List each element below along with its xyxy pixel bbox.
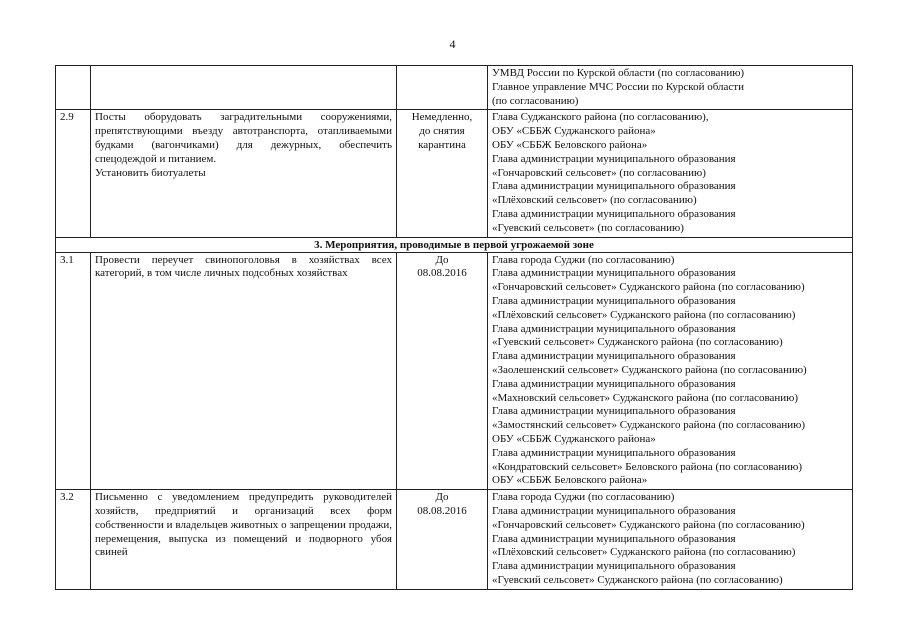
responsible-line: «Кондратовский сельсовет» Беловского района (по согласованию) (492, 460, 803, 473)
responsible-line: «Гончаровский сельсовет» (по согласованию) (492, 166, 706, 179)
item-responsible (488, 490, 853, 590)
responsible-line: Глава администрации муниципального образования (492, 152, 736, 165)
item-term (397, 66, 488, 110)
item-number: 2.9 (56, 110, 91, 237)
item-term (397, 252, 488, 490)
responsible-line: Глава администрации муниципального образования (492, 207, 736, 220)
responsible-line: «Махновский сельсовет» Суджанского района (по согласованию) (492, 391, 799, 404)
responsible-line: Глава администрации муниципального образования (492, 560, 736, 573)
responsible-line: «Плёховский сельсовет» (по согласованию) (492, 194, 697, 207)
responsible-line: Глава города Суджи (по согласованию) (492, 253, 675, 266)
item-responsible (488, 66, 853, 110)
item-term (397, 110, 488, 237)
measures-table (55, 65, 853, 590)
responsible-line: «Гончаровский сельсовет» Суджанского района (по согласованию) (492, 518, 805, 531)
responsible-line: ОБУ «СББЖ Беловского района» (492, 474, 648, 487)
responsible-line: УМВД России по Курской области (по согласованию) (492, 67, 745, 79)
responsible-line: Глава администрации муниципального образования (492, 504, 736, 517)
item-number: 3.2 (56, 490, 91, 590)
action-line: Посты оборудовать заградительными сооружениями, препятствующими въезду автотранспорта, отапливаемыми будками (вагончиками) для дежурных, обеспечить спецодеждой и питанием. (95, 111, 392, 165)
responsible-line: ОБУ «СББЖ Суджанского района» (492, 432, 656, 445)
responsible-line: «Гуевский сельсовет» Суджанского района (по согласованию) (492, 336, 783, 349)
item-action (91, 490, 397, 590)
term-line: до снятия (419, 125, 465, 138)
term-line: Немедленно, (411, 111, 473, 124)
responsible-line: Глава администрации муниципального образования (492, 294, 736, 307)
table-row (56, 252, 853, 490)
responsible-line: Глава Суджанского района (по согласованию), (492, 111, 709, 124)
item-action (91, 66, 397, 110)
action-line: Письменно с уведомлением предупредить руководителей хозяйств, предприятий и организаций всех форм собственности и владельцев животных о запрещении продажи, перемещения, выпуска из помещений и подворного убоя свиней (95, 491, 392, 559)
responsible-line: ОБУ «СББЖ Беловского района» (492, 138, 648, 151)
responsible-line: Глава администрации муниципального образования (492, 532, 736, 545)
responsible-line: «Заолешенский сельсовет» Суджанского района (по согласованию) (492, 363, 807, 376)
action-line: Провести переучет свинопоголовья в хозяйствах всех категорий, в том числе личных подсобных хозяйствах (95, 253, 392, 280)
term-line: 08.08.2016 (417, 504, 467, 517)
responsible-line: Глава администрации муниципального образования (492, 267, 736, 280)
responsible-line: Глава администрации муниципального образования (492, 405, 736, 418)
responsible-line: ОБУ «СББЖ Суджанского района» (492, 125, 656, 138)
responsible-line: «Замостянский сельсовет» Суджанского района (по согласованию) (492, 419, 805, 432)
page-number: 4 (449, 37, 456, 51)
responsible-line: Глава администрации муниципального образования (492, 322, 736, 335)
responsible-line: (по согласованию) (492, 94, 579, 107)
item-number: 3.1 (56, 252, 91, 490)
section-row (56, 237, 853, 252)
table-row (56, 490, 853, 590)
measures-table-body (56, 66, 853, 590)
item-number (56, 66, 91, 110)
item-action (91, 252, 397, 490)
responsible-line: Глава администрации муниципального образования (492, 377, 736, 390)
responsible-line: Глава администрации муниципального образования (492, 446, 736, 459)
responsible-line: Главное управление МЧС России по Курской области (492, 80, 744, 93)
term-line: 08.08.2016 (417, 267, 467, 280)
responsible-line: Глава города Суджи (по согласованию) (492, 491, 675, 504)
section-title: 3. Мероприятия, проводимые в первой угрожаемой зоне (56, 237, 853, 252)
term-line: До (435, 253, 449, 266)
responsible-line: Глава администрации муниципального образования (492, 350, 736, 363)
item-responsible (488, 252, 853, 490)
responsible-line: «Гуевский сельсовет» Суджанского района (по согласованию) (492, 573, 783, 586)
item-term (397, 490, 488, 590)
table-row (56, 66, 853, 110)
action-line: Установить биотуалеты (95, 166, 206, 179)
item-action (91, 110, 397, 237)
responsible-line: «Плёховский сельсовет» Суджанского района (по согласованию) (492, 546, 796, 559)
responsible-line: Глава администрации муниципального образования (492, 180, 736, 193)
table-row (56, 110, 853, 237)
responsible-line: «Гуевский сельсовет» (по согласованию) (492, 221, 684, 234)
term-line: карантина (418, 138, 466, 151)
responsible-line: «Плёховский сельсовет» Суджанского района (по согласованию) (492, 308, 796, 321)
item-responsible (488, 110, 853, 237)
responsible-line: «Гончаровский сельсовет» Суджанского района (по согласованию) (492, 281, 805, 294)
term-line: До (435, 491, 449, 504)
